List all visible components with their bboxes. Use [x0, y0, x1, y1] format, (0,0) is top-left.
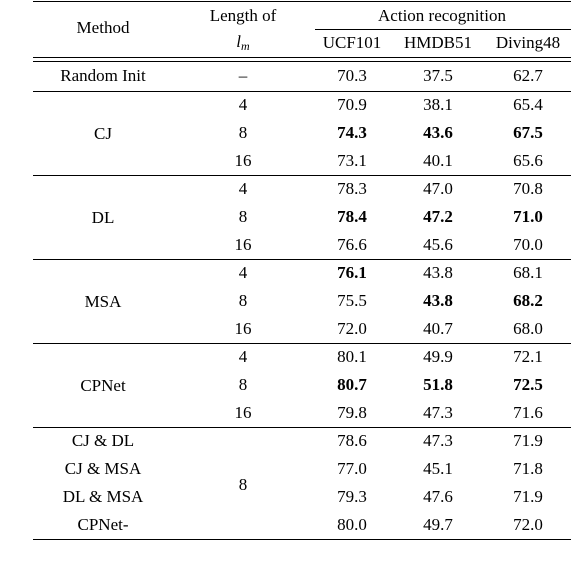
action-recognition-underline [315, 29, 571, 30]
combo-dl-msa-method: DL & MSA [62, 487, 144, 506]
msa-method: MSA [84, 292, 122, 311]
combo-cj-msa-method: CJ & MSA [64, 459, 142, 478]
dl-8-ucf101: 78.4 [337, 207, 367, 226]
combo-cpnet-minus-ucf101: 80.0 [337, 515, 367, 534]
cpnet-len-8: 8 [238, 375, 248, 394]
rule-after-random-init [33, 91, 571, 92]
msa-8-diving48: 68.2 [513, 291, 543, 310]
rule-after-cpnet [33, 427, 571, 428]
cpnet-16-ucf101: 79.8 [337, 403, 367, 422]
combo-cj-dl-diving48: 71.9 [513, 431, 543, 450]
cj-8-diving48: 67.5 [513, 123, 543, 142]
cj-len-4: 4 [238, 95, 248, 114]
header-action-recognition: Action recognition [378, 6, 506, 25]
random-init-method: Random Init [60, 66, 146, 85]
combo-cj-msa-diving48: 71.8 [513, 459, 543, 478]
header-col-diving48: Diving48 [495, 33, 561, 52]
header-rule-1 [33, 57, 571, 58]
combo-cpnet-minus-diving48: 72.0 [513, 515, 543, 534]
dl-16-diving48: 70.0 [513, 235, 543, 254]
dl-16-hmdb51: 45.6 [423, 235, 453, 254]
cpnet-len-4: 4 [238, 347, 248, 366]
dl-4-ucf101: 78.3 [337, 179, 367, 198]
cj-4-ucf101: 70.9 [337, 95, 367, 114]
header-length-symbol [236, 32, 249, 56]
dl-len-8: 8 [238, 207, 248, 226]
msa-4-hmdb51: 43.8 [423, 263, 453, 282]
random-init-length: – [238, 66, 248, 85]
dl-len-16: 16 [234, 235, 252, 254]
bottom-rule [33, 539, 571, 540]
header-length-of: Length of [209, 6, 277, 25]
cpnet-8-diving48: 72.5 [513, 375, 543, 394]
cpnet-4-ucf101: 80.1 [337, 347, 367, 366]
rule-after-msa [33, 343, 571, 344]
dl-8-hmdb51: 47.2 [423, 207, 453, 226]
random-init-ucf101: 70.3 [337, 66, 367, 85]
cj-8-hmdb51: 43.6 [423, 123, 453, 142]
msa-len-16: 16 [234, 319, 252, 338]
cj-16-ucf101: 73.1 [337, 151, 367, 170]
dl-8-diving48: 71.0 [513, 207, 543, 226]
combo-cj-dl-ucf101: 78.6 [337, 431, 367, 450]
cpnet-8-hmdb51: 51.8 [423, 375, 453, 394]
cpnet-16-hmdb51: 47.3 [423, 403, 453, 422]
cj-8-ucf101: 74.3 [337, 123, 367, 142]
length-symbol-l: l [236, 32, 242, 51]
top-rule [33, 1, 571, 2]
combo-dl-msa-ucf101: 79.3 [337, 487, 367, 506]
cj-len-8: 8 [238, 123, 248, 142]
header-col-hmdb51: HMDB51 [403, 33, 473, 52]
header-col-ucf101: UCF101 [322, 33, 382, 52]
msa-4-diving48: 68.1 [513, 263, 543, 282]
random-init-hmdb51: 37.5 [423, 66, 453, 85]
cpnet-method: CPNet [80, 376, 126, 395]
combo-dl-msa-hmdb51: 47.6 [423, 487, 453, 506]
dl-4-diving48: 70.8 [513, 179, 543, 198]
combo-dl-msa-diving48: 71.9 [513, 487, 543, 506]
combo-cj-msa-hmdb51: 45.1 [423, 459, 453, 478]
cj-len-16: 16 [234, 151, 252, 170]
length-symbol-m: m [241, 39, 250, 53]
msa-len-4: 4 [238, 263, 248, 282]
combo-cpnet-minus-hmdb51: 49.7 [423, 515, 453, 534]
header-method: Method [76, 18, 130, 37]
msa-16-diving48: 68.0 [513, 319, 543, 338]
cj-4-hmdb51: 38.1 [423, 95, 453, 114]
cj-16-diving48: 65.6 [513, 151, 543, 170]
msa-4-ucf101: 76.1 [337, 263, 367, 282]
cj-4-diving48: 65.4 [513, 95, 543, 114]
dl-method: DL [91, 208, 115, 227]
cpnet-16-diving48: 71.6 [513, 403, 543, 422]
combo-cj-msa-ucf101: 77.0 [337, 459, 367, 478]
dl-16-ucf101: 76.6 [337, 235, 367, 254]
msa-8-ucf101: 75.5 [337, 291, 367, 310]
rule-after-dl [33, 259, 571, 260]
msa-16-hmdb51: 40.7 [423, 319, 453, 338]
rule-after-cj [33, 175, 571, 176]
combo-length: 8 [238, 475, 248, 494]
random-init-diving48: 62.7 [513, 66, 543, 85]
cpnet-4-hmdb51: 49.9 [423, 347, 453, 366]
cpnet-8-ucf101: 80.7 [337, 375, 367, 394]
cj-method: CJ [94, 124, 112, 143]
combo-cj-dl-method: CJ & DL [71, 431, 135, 450]
dl-4-hmdb51: 47.0 [423, 179, 453, 198]
cpnet-4-diving48: 72.1 [513, 347, 543, 366]
dl-len-4: 4 [238, 179, 248, 198]
combo-cj-dl-hmdb51: 47.3 [423, 431, 453, 450]
cj-16-hmdb51: 40.1 [423, 151, 453, 170]
msa-8-hmdb51: 43.8 [423, 291, 453, 310]
combo-cpnet-minus-method: CPNet- [77, 515, 129, 534]
msa-len-8: 8 [238, 291, 248, 310]
header-rule-2 [33, 61, 571, 62]
msa-16-ucf101: 72.0 [337, 319, 367, 338]
cpnet-len-16: 16 [234, 403, 252, 422]
